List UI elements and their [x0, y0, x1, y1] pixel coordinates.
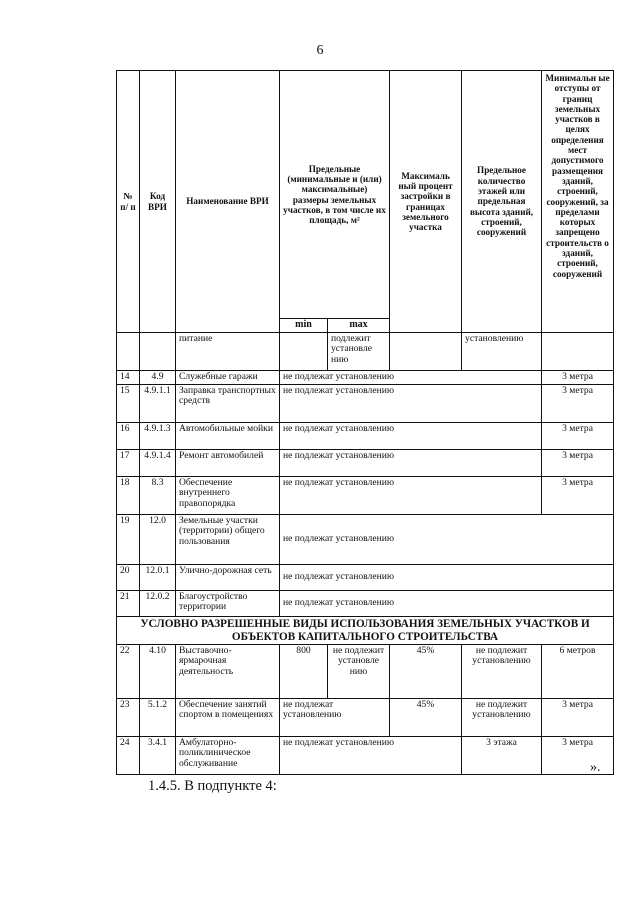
row-num: 14 — [117, 371, 140, 385]
col-name-header: Наименование ВРИ — [176, 71, 280, 333]
col-percent-header: Максималь ный процент застройки в границах земельного участка — [390, 71, 462, 333]
row-merged: не подлежат установлению — [280, 385, 542, 423]
land-use-table — [116, 70, 614, 775]
cont-name: питание — [176, 333, 280, 371]
row-merged: не подлежат установлению — [280, 515, 614, 565]
row-percent: 45% — [390, 699, 462, 737]
table-row — [117, 645, 614, 699]
col-min-header: min — [280, 319, 328, 333]
row-num: 16 — [117, 423, 140, 450]
table-row — [117, 565, 614, 591]
row-code: 4.10 — [140, 645, 176, 699]
row-setback: 3 метра — [542, 371, 614, 385]
row-num: 22 — [117, 645, 140, 699]
row-setback: 6 метров — [542, 645, 614, 699]
row-num: 18 — [117, 477, 140, 515]
row-merged: не подлежат установлению — [280, 565, 614, 591]
row-code: 5.1.2 — [140, 699, 176, 737]
row-merged: не подлежат установлению — [280, 423, 542, 450]
table-row — [117, 423, 614, 450]
table-row — [117, 737, 614, 775]
table-row — [117, 385, 614, 423]
row-merged: не подлежат установлению — [280, 477, 542, 515]
col-size-header: Предельные (минимальные и (или) максимальные) размеры земельных участков, в том числе их площадь, м² — [280, 71, 390, 319]
row-num: 15 — [117, 385, 140, 423]
row-merged: не подлежат установлению — [280, 371, 542, 385]
header-row — [117, 71, 614, 319]
table-row — [117, 699, 614, 737]
row-code: 4.9.1.3 — [140, 423, 176, 450]
row-size: не подлежат установлению — [280, 699, 390, 737]
page-number: 6 — [316, 43, 324, 58]
row-name: Заправка транспортных средств — [176, 385, 280, 423]
table-row — [117, 333, 614, 371]
row-min: 800 — [280, 645, 328, 699]
cont-max: подлежит установле нию — [328, 333, 390, 371]
row-max: не подлежит установле нию — [328, 645, 390, 699]
row-setback: 3 метра — [542, 385, 614, 423]
col-code-header: Код ВРИ — [140, 71, 176, 333]
row-floors: не подлежит установлению — [462, 699, 542, 737]
row-name: Улично-дорожная сеть — [176, 565, 280, 591]
row-merged: не подлежат установлению — [280, 737, 462, 775]
row-setback: 3 метра — [542, 423, 614, 450]
row-code: 8.3 — [140, 477, 176, 515]
row-num: 24 — [117, 737, 140, 775]
row-code: 12.0.1 — [140, 565, 176, 591]
subpoint-text: 1.4.5. В подпункте 4: — [148, 778, 277, 794]
row-name: Благоустройство территории — [176, 591, 280, 617]
row-setback: 3 метра — [542, 737, 614, 775]
row-floors: не подлежит установлению — [462, 645, 542, 699]
row-name: Земельные участки (территории) общего пользования — [176, 515, 280, 565]
row-code: 12.0.2 — [140, 591, 176, 617]
row-code: 4.9.1.1 — [140, 385, 176, 423]
row-merged: не подлежат установлению — [280, 450, 542, 477]
row-name: Автомобильные мойки — [176, 423, 280, 450]
row-num: 21 — [117, 591, 140, 617]
row-name: Обеспечение внутреннего правопорядка — [176, 477, 280, 515]
table-row — [117, 371, 614, 385]
row-merged: не подлежат установлению — [280, 591, 614, 617]
row-name: Выставочно-ярмарочная деятельность — [176, 645, 280, 699]
row-code: 4.9.1.4 — [140, 450, 176, 477]
row-code: 3.4.1 — [140, 737, 176, 775]
col-floors-header: Предельное количество этажей или предельная высота зданий, строений, сооружений — [462, 71, 542, 333]
row-code: 4.9 — [140, 371, 176, 385]
row-setback: 3 метра — [542, 450, 614, 477]
row-num: 17 — [117, 450, 140, 477]
col-setback-header: Минимальн ые отступы от границ земельных участков в целях определения мест допустимого размещения зданий, строений, сооружений, за пределами которых запрещено строительств о зданий, строений, сооружений — [542, 71, 614, 333]
section-title: УСЛОВНО РАЗРЕШЕННЫЕ ВИДЫ ИСПОЛЬЗОВАНИЯ ЗЕМЕЛЬНЫХ УЧАСТКОВ И ОБЪЕКТОВ КАПИТАЛЬНОГО СТРОИТЕЛЬСТВА — [117, 617, 614, 645]
row-num: 23 — [117, 699, 140, 737]
table-row — [117, 477, 614, 515]
row-name: Обеспечение занятий спортом в помещениях — [176, 699, 280, 737]
col-max-header: max — [328, 319, 390, 333]
row-name: Амбулаторно-поликлиническое обслуживание — [176, 737, 280, 775]
row-floors: 3 этажа — [462, 737, 542, 775]
row-num: 19 — [117, 515, 140, 565]
section-row — [117, 617, 614, 645]
row-code: 12.0 — [140, 515, 176, 565]
row-setback: 3 метра — [542, 699, 614, 737]
row-num: 20 — [117, 565, 140, 591]
cont-floors: установлению — [462, 333, 542, 371]
closing-quote: ». — [590, 760, 601, 775]
row-name: Служебные гаражи — [176, 371, 280, 385]
table-row — [117, 591, 614, 617]
row-setback: 3 метра — [542, 477, 614, 515]
col-num-header: № п/ п — [117, 71, 140, 333]
row-name: Ремонт автомобилей — [176, 450, 280, 477]
table-row — [117, 450, 614, 477]
row-percent: 45% — [390, 645, 462, 699]
table-row — [117, 515, 614, 565]
